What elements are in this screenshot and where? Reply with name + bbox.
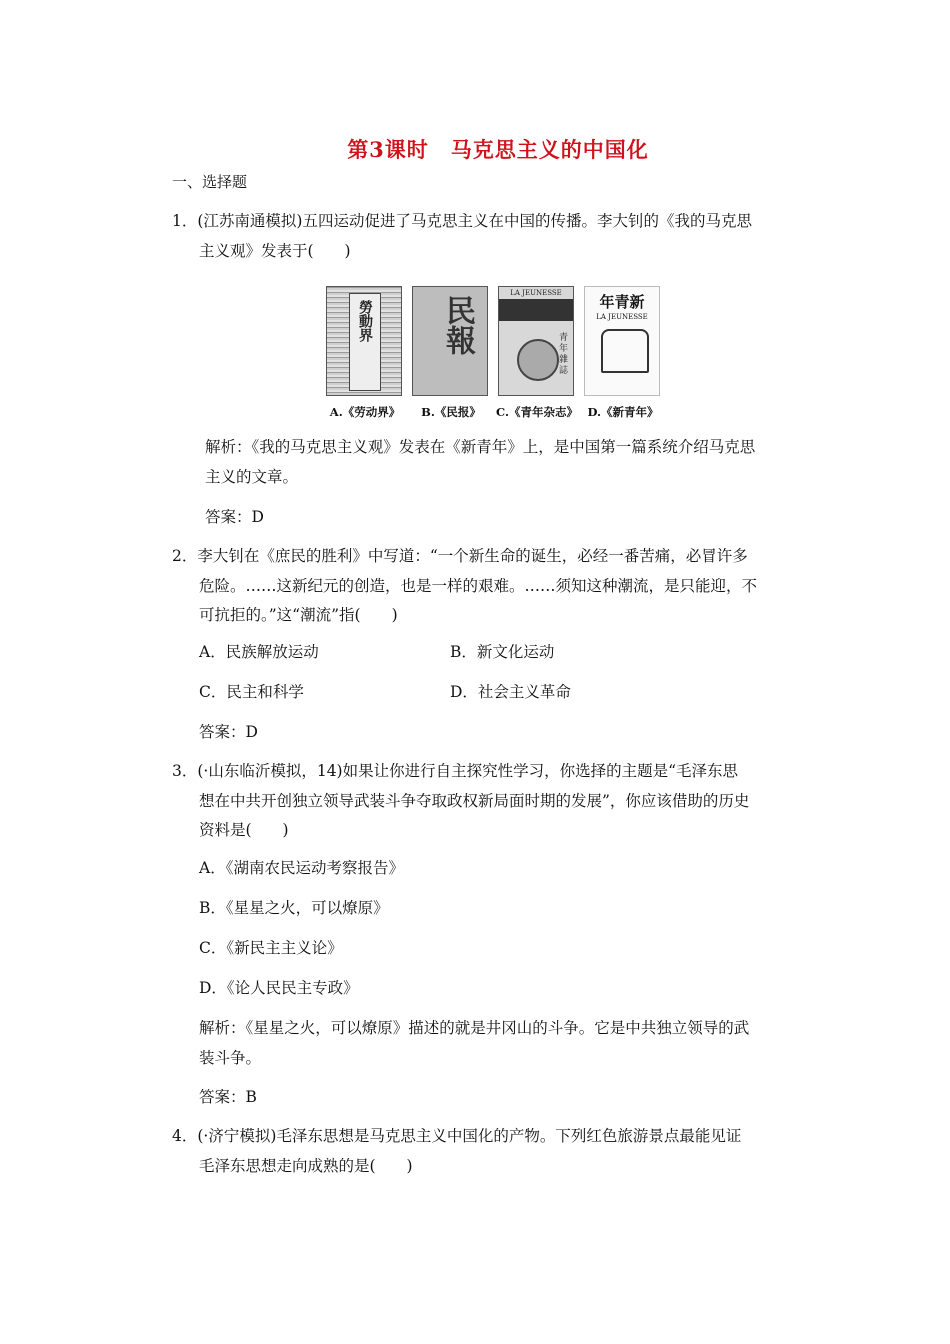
q1-analysis-line-1: 解析：《我的马克思主义观》发表在《新青年》上，是中国第一篇系统介绍马克思 [205, 438, 756, 456]
q3-analysis-line-2: 装斗争。 [199, 1049, 262, 1067]
q3-stem-line-3: 资料是( ) [199, 821, 289, 839]
cover-a-text: 勞動界 [357, 300, 373, 342]
q3-stem-line-2: 想在中共开创独立领导武装斗争夺取政权新局面时期的发展”，你应该借助的历史 [199, 792, 750, 810]
q3-answer: 答案：B [199, 1088, 257, 1106]
figure-d [584, 286, 660, 419]
cover-d-text: 年青新 [599, 293, 645, 311]
page-title: 第3课时 马克思主义的中国化 [347, 137, 649, 162]
cover-d-sub: LA JEUNESSE [596, 313, 648, 321]
q4-stem-line-1: 4．(·济宁模拟)毛泽东思想是马克思主义中国化的产物。下列红色旅游景点最能见证 [172, 1127, 742, 1145]
section-heading: 一、选择题 [172, 173, 248, 191]
q2-stem-line-1: 2．李大钊在《庶民的胜利》中写道：“一个新生命的诞生，必经一番苦痛，必冒许多 [172, 547, 748, 565]
figure-d-caption: D.《新青年》 [587, 405, 659, 419]
q3-option-d: D．《论人民民主专政》 [199, 979, 359, 997]
q4-stem-line-2: 毛泽东思想走向成熟的是( ) [199, 1157, 413, 1175]
figure-c [496, 286, 578, 419]
q2-option-c: C．民主和科学 [199, 683, 304, 701]
cover-laodongjie-image [326, 286, 402, 396]
q1-stem-line-2: 主义观》发表于( ) [199, 242, 351, 260]
figure-b-caption: B.《民报》 [421, 405, 481, 419]
q2-stem-line-2: 危险。……这新纪元的创造，也是一样的艰难。……须知这种潮流，是只能迎，不 [199, 577, 758, 595]
q2-option-b: B．新文化运动 [450, 643, 555, 661]
q1-figure-group [324, 286, 664, 426]
cover-minbao-image [412, 286, 488, 396]
q2-stem-line-3: 可抗拒的。”这“潮流”指( ) [199, 606, 398, 624]
cover-qingnianzazhi-image [498, 286, 574, 396]
q3-option-c: C．《新民主主义论》 [199, 939, 343, 957]
cover-c-side-text: 青年雜誌 [559, 333, 569, 376]
q2-option-a: A．民族解放运动 [199, 643, 319, 661]
figure-c-caption: C.《青年杂志》 [496, 405, 578, 419]
q3-option-a: A．《湖南农民运动考察报告》 [199, 859, 404, 877]
q1-analysis-line-2: 主义的文章。 [205, 468, 299, 486]
figure-a-caption: A.《劳动界》 [329, 405, 401, 419]
cover-xinqingnian-image [584, 286, 660, 396]
figure-b [412, 286, 488, 419]
q2-option-d: D．社会主义革命 [450, 683, 571, 701]
figure-a [326, 286, 402, 419]
q3-stem-line-1: 3．(·山东临沂模拟，14)如果让你进行自主探究性学习，你选择的主题是“毛泽东思 [172, 762, 739, 780]
q3-analysis-line-1: 解析：《星星之火，可以燎原》描述的就是井冈山的斗争。它是中共独立领导的武 [199, 1019, 750, 1037]
cover-b-text: 民報 [440, 295, 475, 355]
cover-c-text: LA JEUNESSE [510, 289, 562, 297]
q1-stem-line-1: 1．(江苏南通模拟)五四运动促进了马克思主义在中国的传播。李大钊的《我的马克思 [172, 212, 752, 230]
q1-answer: 答案：D [205, 508, 264, 526]
q2-answer: 答案：D [199, 723, 258, 741]
q3-option-b: B．《星星之火，可以燎原》 [199, 899, 389, 917]
